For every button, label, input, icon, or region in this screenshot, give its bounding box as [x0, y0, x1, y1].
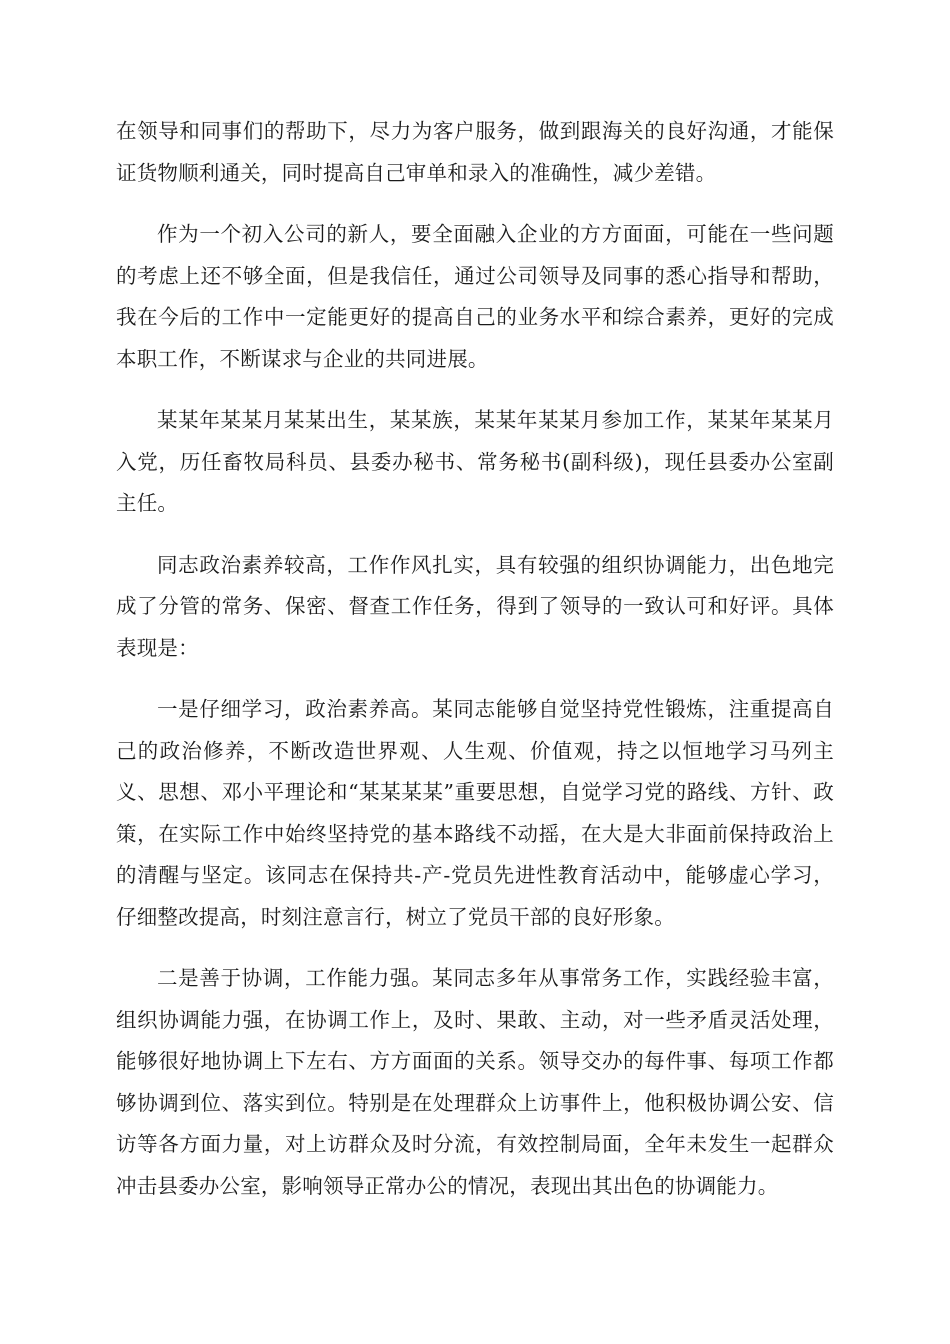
document-body [116, 111, 834, 1227]
paragraph: 某某年某某月某某出生，某某族，某某年某某月参加工作，某某年某某月入党，历任畜牧局科员、县委办秘书、常务秘书(副科级)，现任县委办公室副主任。 [116, 408, 834, 515]
paragraph: 在领导和同事们的帮助下，尽力为客户服务，做到跟海关的良好沟通，才能保证货物顺利通关，同时提高自己审单和录入的准确性，减少差错。 [116, 119, 834, 185]
paragraph: 同志政治素养较高，工作作风扎实，具有较强的组织协调能力，出色地完成了分管的常务、保密、督查工作任务，得到了领导的一致认可和好评。具体表现是： [116, 552, 834, 660]
paragraph: 二是善于协调，工作能力强。某同志多年从事常务工作，实践经验丰富，组织协调能力强，在协调工作上，及时、果敢、主动，对一些矛盾灵活处理，能够很好地协调上下左右、方方面面的关系。领导交办的每件事、每项工作都够协调到位、落实到位。特别是在处理群众上访事件上，他积极协调公安、信访等各方面力量，对上访群众及时分流，有效控制局面，全年未发生一起群众冲击县委办公室，影响领导正常办公的情况，表现出其出色的协调能力。 [116, 966, 834, 1198]
paragraph: 一是仔细学习，政治素养高。某同志能够自觉坚持党性锻炼，注重提高自己的政治修养，不断改造世界观、人生观、价值观，持之以恒地学习马列主义、思想、邓小平理论和“某某某某”重要思想，自觉学习党的路线、方针、政策，在实际工作中始终坚持党的基本路线不动摇，在大是大非面前保持政治上的清醒与坚定。该同志在保持共-产-党员先进性教育活动中，能够虚心学习，仔细整改提高，时刻注意言行，树立了党员干部的良好形象。 [116, 697, 834, 929]
paragraph: 作为一个初入公司的新人，要全面融入企业的方方面面，可能在一些问题的考虑上还不够全面，但是我信任，通过公司领导及同事的悉心指导和帮助，我在今后的工作中一定能更好的提高自己的业务水平和综合素养，更好的完成本职工作，不断谋求与企业的共同进展。 [116, 222, 834, 371]
